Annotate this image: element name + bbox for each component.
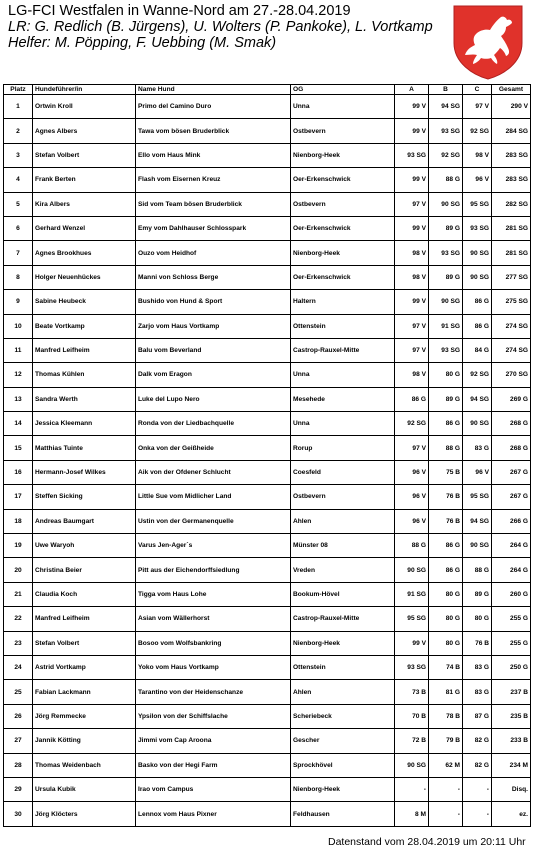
cell-rank: 24 <box>4 655 33 679</box>
cell-score-c: 82 G <box>463 729 492 753</box>
cell-handler: Manfred Leifheim <box>33 607 136 631</box>
cell-dog-name: Dalk vom Eragon <box>136 363 291 387</box>
cell-club: Ahlen <box>291 509 395 533</box>
cell-club: Nienborg-Heek <box>291 777 395 801</box>
cell-score-b: 91 SG <box>429 314 463 338</box>
cell-score-b: 76 B <box>429 509 463 533</box>
table-header-row <box>4 85 531 95</box>
cell-score-c: 83 G <box>463 680 492 704</box>
cell-handler: Astrid Vortkamp <box>33 655 136 679</box>
cell-rank: 9 <box>4 290 33 314</box>
cell-dog-name: Flash vom Eisernen Kreuz <box>136 168 291 192</box>
cell-score-c: 96 V <box>463 168 492 192</box>
cell-dog-name: Lennox vom Haus Pixner <box>136 802 291 826</box>
cell-dog-name: Tarantino von der Heidenschanze <box>136 680 291 704</box>
cell-score-a: 97 V <box>395 436 429 460</box>
cell-score-b: 80 G <box>429 607 463 631</box>
cell-rank: 29 <box>4 777 33 801</box>
cell-total: 235 B <box>492 704 531 728</box>
event-title: LG-FCI Westfalen in Wanne-Nord am 27.-28.04.2019 <box>8 3 351 19</box>
cell-rank: 14 <box>4 412 33 436</box>
cell-rank: 23 <box>4 631 33 655</box>
cell-score-a: 98 V <box>395 363 429 387</box>
cell-rank: 1 <box>4 95 33 119</box>
cell-dog-name: Zarjo vom Haus Vortkamp <box>136 314 291 338</box>
cell-total: 267 G <box>492 460 531 484</box>
table-row <box>4 387 531 411</box>
cell-score-a: 99 V <box>395 119 429 143</box>
cell-handler: Thomas Weidenbach <box>33 753 136 777</box>
cell-score-c: 87 G <box>463 704 492 728</box>
cell-score-c: 94 SG <box>463 387 492 411</box>
cell-total: 268 G <box>492 412 531 436</box>
table-row <box>4 753 531 777</box>
cell-score-a: 98 V <box>395 241 429 265</box>
cell-dog-name: Yoko vom Haus Vortkamp <box>136 655 291 679</box>
cell-club: Gescher <box>291 729 395 753</box>
cell-score-a: 96 V <box>395 485 429 509</box>
cell-handler: Hermann-Josef Wilkes <box>33 460 136 484</box>
cell-rank: 21 <box>4 582 33 606</box>
cell-score-a: 90 SG <box>395 753 429 777</box>
cell-club: Bookum-Hövel <box>291 582 395 606</box>
cell-club: Ottenstein <box>291 655 395 679</box>
cell-rank: 26 <box>4 704 33 728</box>
cell-total: 270 SG <box>492 363 531 387</box>
cell-score-a: 99 V <box>395 95 429 119</box>
cell-rank: 11 <box>4 338 33 362</box>
cell-score-b: 86 G <box>429 558 463 582</box>
col-header-c: C <box>463 85 492 95</box>
cell-total: 268 G <box>492 436 531 460</box>
cell-rank: 20 <box>4 558 33 582</box>
table-row <box>4 95 531 119</box>
cell-rank: 13 <box>4 387 33 411</box>
cell-score-b: 90 SG <box>429 290 463 314</box>
table-row <box>4 582 531 606</box>
cell-handler: Fabian Lackmann <box>33 680 136 704</box>
cell-score-b: 86 G <box>429 412 463 436</box>
cell-club: Mesehede <box>291 387 395 411</box>
cell-score-a: 86 G <box>395 387 429 411</box>
cell-score-c: 90 SG <box>463 534 492 558</box>
cell-score-c: - <box>463 802 492 826</box>
cell-dog-name: Ello vom Haus Mink <box>136 143 291 167</box>
cell-score-c: 80 G <box>463 607 492 631</box>
cell-score-c: 96 V <box>463 460 492 484</box>
cell-club: Oer-Erkenschwick <box>291 168 395 192</box>
cell-score-c: 95 SG <box>463 192 492 216</box>
cell-score-a: 96 V <box>395 509 429 533</box>
cell-score-b: 89 G <box>429 216 463 240</box>
cell-club: Ostbevern <box>291 192 395 216</box>
cell-rank: 25 <box>4 680 33 704</box>
cell-total: 282 SG <box>492 192 531 216</box>
results-table <box>3 84 531 827</box>
cell-score-a: 91 SG <box>395 582 429 606</box>
cell-score-a: 97 V <box>395 314 429 338</box>
cell-score-b: 81 G <box>429 680 463 704</box>
cell-rank: 4 <box>4 168 33 192</box>
cell-rank: 7 <box>4 241 33 265</box>
cell-total: 283 SG <box>492 168 531 192</box>
cell-score-a: 99 V <box>395 216 429 240</box>
cell-club: Oer-Erkenschwick <box>291 216 395 240</box>
cell-handler: Agnes Brookhues <box>33 241 136 265</box>
cell-score-b: 78 B <box>429 704 463 728</box>
cell-handler: Ursula Kubik <box>33 777 136 801</box>
cell-handler: Kira Albers <box>33 192 136 216</box>
cell-total: 284 SG <box>492 119 531 143</box>
cell-score-b: 79 B <box>429 729 463 753</box>
cell-score-b: 89 G <box>429 387 463 411</box>
table-row <box>4 338 531 362</box>
cell-handler: Christina Beier <box>33 558 136 582</box>
cell-score-b: 89 G <box>429 265 463 289</box>
cell-dog-name: Tigga vom Haus Lohe <box>136 582 291 606</box>
cell-total: 234 M <box>492 753 531 777</box>
cell-handler: Uwe Waryoh <box>33 534 136 558</box>
cell-total: 264 G <box>492 558 531 582</box>
table-row <box>4 729 531 753</box>
table-row <box>4 485 531 509</box>
col-header-b: B <box>429 85 463 95</box>
cell-club: Ottenstein <box>291 314 395 338</box>
table-row <box>4 265 531 289</box>
cell-score-b: 94 SG <box>429 95 463 119</box>
cell-total: 274 SG <box>492 338 531 362</box>
cell-dog-name: Asian vom Wällerhorst <box>136 607 291 631</box>
cell-dog-name: Jimmi vom Cap Aroona <box>136 729 291 753</box>
cell-score-b: 88 G <box>429 436 463 460</box>
cell-score-c: 92 SG <box>463 363 492 387</box>
cell-handler: Stefan Volbert <box>33 631 136 655</box>
cell-score-a: - <box>395 777 429 801</box>
cell-handler: Sabine Heubeck <box>33 290 136 314</box>
table-row <box>4 119 531 143</box>
cell-score-c: 76 B <box>463 631 492 655</box>
table-row <box>4 143 531 167</box>
cell-score-b: 86 G <box>429 534 463 558</box>
cell-dog-name: Bosoo vom Wolfsbankring <box>136 631 291 655</box>
cell-handler: Sandra Werth <box>33 387 136 411</box>
cell-rank: 2 <box>4 119 33 143</box>
cell-total: 269 G <box>492 387 531 411</box>
cell-score-c: 82 G <box>463 753 492 777</box>
cell-dog-name: Basko von der Hegi Farm <box>136 753 291 777</box>
cell-rank: 27 <box>4 729 33 753</box>
cell-dog-name: Manni von Schloss Berge <box>136 265 291 289</box>
cell-total: 281 SG <box>492 241 531 265</box>
cell-score-a: 72 B <box>395 729 429 753</box>
table-row <box>4 241 531 265</box>
table-row <box>4 192 531 216</box>
cell-score-a: 97 V <box>395 192 429 216</box>
cell-total: 275 SG <box>492 290 531 314</box>
cell-dog-name: Bushido von Hund & Sport <box>136 290 291 314</box>
cell-club: Ostbevern <box>291 119 395 143</box>
cell-club: Ostbevern <box>291 485 395 509</box>
col-header-gesamt: Gesamt <box>492 85 531 95</box>
cell-score-a: 8 M <box>395 802 429 826</box>
helpers-line: Helfer: M. Pöpping, F. Uebbing (M. Smak) <box>8 35 277 51</box>
cell-score-b: 75 B <box>429 460 463 484</box>
cell-club: Vreden <box>291 558 395 582</box>
cell-score-a: 96 V <box>395 460 429 484</box>
cell-handler: Stefan Volbert <box>33 143 136 167</box>
cell-score-a: 99 V <box>395 168 429 192</box>
cell-rank: 19 <box>4 534 33 558</box>
cell-dog-name: Varus Jen-Ager´s <box>136 534 291 558</box>
cell-total: 233 B <box>492 729 531 753</box>
cell-handler: Jörg Remmecke <box>33 704 136 728</box>
cell-handler: Manfred Leifheim <box>33 338 136 362</box>
cell-rank: 12 <box>4 363 33 387</box>
cell-rank: 8 <box>4 265 33 289</box>
col-header-handler: Hundeführer/in <box>33 85 136 95</box>
cell-score-b: 92 SG <box>429 143 463 167</box>
cell-score-c: 94 SG <box>463 509 492 533</box>
table-row <box>4 534 531 558</box>
cell-rank: 10 <box>4 314 33 338</box>
table-row <box>4 314 531 338</box>
cell-total: 255 G <box>492 607 531 631</box>
cell-score-b: 90 SG <box>429 192 463 216</box>
cell-score-b: 62 M <box>429 753 463 777</box>
cell-score-a: 98 V <box>395 265 429 289</box>
cell-club: Oer-Erkenschwick <box>291 265 395 289</box>
table-row <box>4 509 531 533</box>
cell-rank: 18 <box>4 509 33 533</box>
cell-score-a: 70 B <box>395 704 429 728</box>
cell-score-c: 93 SG <box>463 216 492 240</box>
cell-dog-name: Irao vom Campus <box>136 777 291 801</box>
cell-score-c: 95 SG <box>463 485 492 509</box>
table-row <box>4 680 531 704</box>
cell-score-c: 98 V <box>463 143 492 167</box>
cell-score-a: 88 G <box>395 534 429 558</box>
cell-score-a: 95 SG <box>395 607 429 631</box>
cell-dog-name: Balu vom Beverland <box>136 338 291 362</box>
cell-total: 260 G <box>492 582 531 606</box>
westphalia-horse-crest-icon <box>451 3 525 81</box>
table-row <box>4 655 531 679</box>
cell-total: 264 G <box>492 534 531 558</box>
cell-club: Coesfeld <box>291 460 395 484</box>
cell-club: Castrop-Rauxel-Mitte <box>291 607 395 631</box>
cell-score-b: 88 G <box>429 168 463 192</box>
cell-rank: 16 <box>4 460 33 484</box>
cell-score-c: 86 G <box>463 314 492 338</box>
cell-dog-name: Ypsilon von der Schiffslache <box>136 704 291 728</box>
cell-handler: Thomas Kühlen <box>33 363 136 387</box>
cell-handler: Matthias Tuinte <box>33 436 136 460</box>
cell-score-c: 86 G <box>463 290 492 314</box>
cell-score-c: - <box>463 777 492 801</box>
cell-score-a: 93 SG <box>395 655 429 679</box>
cell-handler: Gerhard Wenzel <box>33 216 136 240</box>
cell-score-b: 80 G <box>429 631 463 655</box>
cell-handler: Beate Vortkamp <box>33 314 136 338</box>
table-row <box>4 460 531 484</box>
cell-rank: 3 <box>4 143 33 167</box>
cell-total: 250 G <box>492 655 531 679</box>
cell-score-b: 93 SG <box>429 119 463 143</box>
cell-total: 277 SG <box>492 265 531 289</box>
cell-club: Castrop-Rauxel-Mitte <box>291 338 395 362</box>
cell-dog-name: Ustin von der Germanenquelle <box>136 509 291 533</box>
cell-club: Scheriebeck <box>291 704 395 728</box>
cell-handler: Jessica Kleemann <box>33 412 136 436</box>
table-row <box>4 704 531 728</box>
table-row <box>4 363 531 387</box>
cell-rank: 17 <box>4 485 33 509</box>
cell-club: Unna <box>291 363 395 387</box>
col-header-platz: Platz <box>4 85 33 95</box>
cell-club: Rorup <box>291 436 395 460</box>
cell-total: 267 G <box>492 485 531 509</box>
cell-club: Münster 08 <box>291 534 395 558</box>
table-row <box>4 290 531 314</box>
table-row <box>4 558 531 582</box>
cell-total: 290 V <box>492 95 531 119</box>
cell-rank: 5 <box>4 192 33 216</box>
cell-dog-name: Little Sue vom Midlicher Land <box>136 485 291 509</box>
cell-score-c: 88 G <box>463 558 492 582</box>
cell-club: Ahlen <box>291 680 395 704</box>
col-header-og: OG <box>291 85 395 95</box>
cell-club: Unna <box>291 95 395 119</box>
cell-score-b: - <box>429 802 463 826</box>
cell-dog-name: Tawa vom bösen Bruderblick <box>136 119 291 143</box>
cell-club: Nienborg-Heek <box>291 631 395 655</box>
cell-dog-name: Emy vom Dahlhauser Schlosspark <box>136 216 291 240</box>
cell-score-a: 97 V <box>395 338 429 362</box>
cell-club: Unna <box>291 412 395 436</box>
cell-handler: Jannik Kötting <box>33 729 136 753</box>
cell-score-c: 83 G <box>463 436 492 460</box>
cell-score-a: 73 B <box>395 680 429 704</box>
cell-total: 266 G <box>492 509 531 533</box>
cell-dog-name: Sid vom Team bösen Bruderblick <box>136 192 291 216</box>
cell-score-c: 90 SG <box>463 412 492 436</box>
cell-handler: Ortwin Kroll <box>33 95 136 119</box>
table-row <box>4 631 531 655</box>
table-row <box>4 802 531 826</box>
table-row <box>4 777 531 801</box>
cell-handler: Frank Berten <box>33 168 136 192</box>
cell-dog-name: Ouzo vom Heidhof <box>136 241 291 265</box>
cell-score-c: 92 SG <box>463 119 492 143</box>
document-header <box>8 3 448 51</box>
cell-dog-name: Onka von der Geißheide <box>136 436 291 460</box>
cell-score-a: 93 SG <box>395 143 429 167</box>
cell-total: ez. <box>492 802 531 826</box>
table-row <box>4 436 531 460</box>
table-row <box>4 216 531 240</box>
data-timestamp: Datenstand vom 28.04.2019 um 20:11 Uhr <box>328 836 526 848</box>
cell-handler: Agnes Albers <box>33 119 136 143</box>
cell-handler: Holger Neuenhückes <box>33 265 136 289</box>
table-row <box>4 168 531 192</box>
cell-dog-name: Primo del Camino Duro <box>136 95 291 119</box>
cell-total: 255 G <box>492 631 531 655</box>
cell-total: Disq. <box>492 777 531 801</box>
cell-total: 237 B <box>492 680 531 704</box>
col-header-dog: Name Hund <box>136 85 291 95</box>
cell-handler: Claudia Koch <box>33 582 136 606</box>
cell-total: 281 SG <box>492 216 531 240</box>
cell-club: Feldhausen <box>291 802 395 826</box>
cell-rank: 28 <box>4 753 33 777</box>
cell-score-b: 74 B <box>429 655 463 679</box>
col-header-a: A <box>395 85 429 95</box>
cell-total: 283 SG <box>492 143 531 167</box>
cell-rank: 22 <box>4 607 33 631</box>
cell-score-a: 99 V <box>395 631 429 655</box>
cell-rank: 30 <box>4 802 33 826</box>
cell-handler: Jörg Klöcters <box>33 802 136 826</box>
cell-score-c: 90 SG <box>463 265 492 289</box>
cell-dog-name: Pitt aus der Eichendorffsiedlung <box>136 558 291 582</box>
cell-score-b: 80 G <box>429 363 463 387</box>
cell-dog-name: Luke del Lupo Nero <box>136 387 291 411</box>
cell-score-b: - <box>429 777 463 801</box>
cell-total: 274 SG <box>492 314 531 338</box>
cell-score-a: 99 V <box>395 290 429 314</box>
cell-score-c: 83 G <box>463 655 492 679</box>
cell-score-b: 80 G <box>429 582 463 606</box>
cell-score-c: 89 G <box>463 582 492 606</box>
cell-score-c: 97 V <box>463 95 492 119</box>
table-row <box>4 412 531 436</box>
cell-dog-name: Ronda von der Liedbachquelle <box>136 412 291 436</box>
cell-handler: Andreas Baumgart <box>33 509 136 533</box>
cell-score-a: 92 SG <box>395 412 429 436</box>
cell-club: Nienborg-Heek <box>291 241 395 265</box>
cell-score-c: 84 G <box>463 338 492 362</box>
cell-score-b: 93 SG <box>429 338 463 362</box>
cell-score-c: 90 SG <box>463 241 492 265</box>
cell-club: Haltern <box>291 290 395 314</box>
cell-dog-name: Aik von der Ofdener Schlucht <box>136 460 291 484</box>
cell-club: Nienborg-Heek <box>291 143 395 167</box>
cell-rank: 15 <box>4 436 33 460</box>
cell-rank: 6 <box>4 216 33 240</box>
cell-score-a: 90 SG <box>395 558 429 582</box>
table-row <box>4 607 531 631</box>
cell-club: Sprockhövel <box>291 753 395 777</box>
cell-handler: Steffen Sicking <box>33 485 136 509</box>
cell-score-b: 93 SG <box>429 241 463 265</box>
judges-line: LR: G. Redlich (B. Jürgens), U. Wolters (P. Pankoke), L. Vortkamp <box>8 19 433 35</box>
cell-score-b: 76 B <box>429 485 463 509</box>
